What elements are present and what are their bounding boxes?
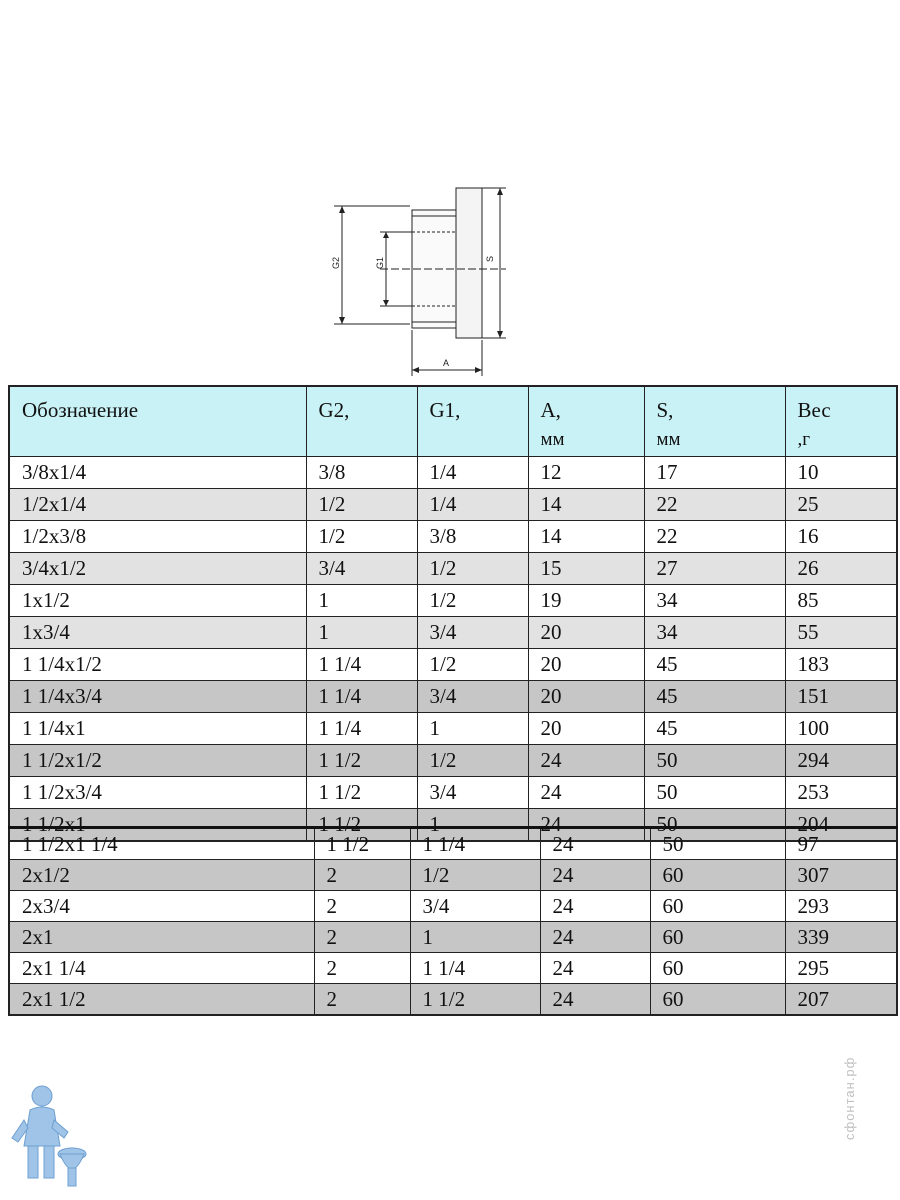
table-cell: 60: [650, 860, 785, 891]
table-cell: 45: [644, 681, 785, 713]
table-cell: 50: [644, 809, 785, 842]
table-cell: 24: [540, 922, 650, 953]
table-cell: 26: [785, 553, 897, 585]
table-cell: 1 1/4х1: [9, 713, 306, 745]
table-cell: 20: [528, 713, 644, 745]
table-cell: 16: [785, 521, 897, 553]
table-cell: 1: [417, 809, 528, 842]
table-cell: 1: [410, 922, 540, 953]
table-row: [9, 953, 897, 984]
table-cell: 55: [785, 617, 897, 649]
table-row: [9, 617, 897, 649]
table-cell: 22: [644, 521, 785, 553]
table-cell: 1/2: [417, 553, 528, 585]
table-cell: 12: [528, 457, 644, 489]
table-cell: 204: [785, 809, 897, 842]
s-dim-label: S: [485, 255, 495, 262]
table-cell: 20: [528, 617, 644, 649]
table-cell: 25: [785, 489, 897, 521]
table-cell: 3/4: [417, 617, 528, 649]
table-cell: 100: [785, 713, 897, 745]
table-cell: 1 1/4х3/4: [9, 681, 306, 713]
g1-dim-label: G1: [375, 256, 385, 269]
table-cell: 60: [650, 891, 785, 922]
table-cell: 20: [528, 649, 644, 681]
table-cell: 50: [644, 745, 785, 777]
table-cell: 1: [306, 585, 417, 617]
table-cell: 1/2: [417, 585, 528, 617]
table-cell: 253: [785, 777, 897, 809]
table-cell: 2: [314, 891, 410, 922]
table-row: [9, 828, 897, 860]
table-cell: 1/2: [306, 521, 417, 553]
header-cell: Вес ,г: [785, 386, 897, 457]
table-cell: 1 1/4: [410, 953, 540, 984]
table-cell: 1х1/2: [9, 585, 306, 617]
table-cell: 1/2х1/4: [9, 489, 306, 521]
table-cell: 1/2: [410, 860, 540, 891]
table-cell: 50: [644, 777, 785, 809]
table-row: [9, 649, 897, 681]
table-cell: 1 1/4: [306, 713, 417, 745]
table-row: [9, 585, 897, 617]
table-cell: 3/4: [306, 553, 417, 585]
dimensions-table: [8, 385, 898, 842]
table-cell: 2: [314, 922, 410, 953]
table-cell: 1/2: [417, 745, 528, 777]
table-cell: 1 1/4: [410, 828, 540, 860]
table-row: [9, 922, 897, 953]
table-cell: 2х1 1/4: [9, 953, 314, 984]
table-cell: 1/2: [306, 489, 417, 521]
table-cell: 3/4: [417, 681, 528, 713]
table-cell: 24: [528, 809, 644, 842]
table-cell: 24: [528, 777, 644, 809]
table-row: [9, 521, 897, 553]
table-cell: 27: [644, 553, 785, 585]
table-cell: 34: [644, 617, 785, 649]
table-cell: 24: [528, 745, 644, 777]
table-cell: 1 1/2: [314, 828, 410, 860]
table-cell: 307: [785, 860, 897, 891]
table-row: [9, 457, 897, 489]
table-cell: 295: [785, 953, 897, 984]
table-cell: 1 1/2х1: [9, 809, 306, 842]
table-cell: 293: [785, 891, 897, 922]
table-cell: 24: [540, 891, 650, 922]
fitting-drawing: [320, 180, 520, 380]
table-cell: 2: [314, 860, 410, 891]
table-cell: 1/4: [417, 489, 528, 521]
header-cell: A, мм: [528, 386, 644, 457]
table-cell: 2х1: [9, 922, 314, 953]
header-cell: Обозначение: [9, 386, 306, 457]
table-cell: 17: [644, 457, 785, 489]
a-dim-label: A: [443, 358, 450, 368]
table-cell: 15: [528, 553, 644, 585]
table-cell: 3/8: [306, 457, 417, 489]
table-cell: 1: [417, 713, 528, 745]
table-row: [9, 745, 897, 777]
table-cell: 1 1/4: [306, 681, 417, 713]
table-row: [9, 860, 897, 891]
table-row: [9, 553, 897, 585]
table-cell: 3/8х1/4: [9, 457, 306, 489]
table-cell: 1 1/2х1/2: [9, 745, 306, 777]
table-cell: 1х3/4: [9, 617, 306, 649]
table-cell: 2: [314, 984, 410, 1016]
table-cell: 1 1/2: [306, 745, 417, 777]
table-cell: 10: [785, 457, 897, 489]
table-cell: 60: [650, 984, 785, 1016]
header-cell: S, мм: [644, 386, 785, 457]
table-cell: 50: [650, 828, 785, 860]
table-cell: 97: [785, 828, 897, 860]
site-watermark: сфонтан.рф: [842, 1056, 857, 1140]
table-cell: 45: [644, 649, 785, 681]
table-cell: 19: [528, 585, 644, 617]
table-row: [9, 681, 897, 713]
table-cell: 24: [540, 984, 650, 1016]
table-cell: 2х1/2: [9, 860, 314, 891]
table-row: [9, 984, 897, 1016]
table-cell: 22: [644, 489, 785, 521]
table-cell: 3/4: [417, 777, 528, 809]
table-cell: 339: [785, 922, 897, 953]
table-cell: 14: [528, 521, 644, 553]
table-row: [9, 489, 897, 521]
table-cell: 183: [785, 649, 897, 681]
table-cell: 207: [785, 984, 897, 1016]
table-cell: 2: [314, 953, 410, 984]
table-cell: 1 1/2: [306, 809, 417, 842]
dimensions-table-continued: [8, 826, 898, 1016]
table-cell: 3/4х1/2: [9, 553, 306, 585]
table-cell: 1 1/2: [410, 984, 540, 1016]
table-row: [9, 777, 897, 809]
header-cell: G2,: [306, 386, 417, 457]
table-cell: 1 1/4х1/2: [9, 649, 306, 681]
table-cell: 24: [540, 860, 650, 891]
header-cell: G1,: [417, 386, 528, 457]
table-cell: 151: [785, 681, 897, 713]
table-cell: 1 1/2х3/4: [9, 777, 306, 809]
table-cell: 1/4: [417, 457, 528, 489]
table-cell: 24: [540, 953, 650, 984]
table-cell: 14: [528, 489, 644, 521]
g2-dim-label: G2: [331, 256, 341, 269]
table-cell: 1 1/2х1 1/4: [9, 828, 314, 860]
table-cell: 1/2х3/8: [9, 521, 306, 553]
table-cell: 85: [785, 585, 897, 617]
table-cell: 45: [644, 713, 785, 745]
table-cell: 60: [650, 953, 785, 984]
table-cell: 1 1/4: [306, 649, 417, 681]
table-cell: 1/2: [417, 649, 528, 681]
table-row: [9, 713, 897, 745]
table-cell: 2х3/4: [9, 891, 314, 922]
table-cell: 2х1 1/2: [9, 984, 314, 1016]
table-cell: 24: [540, 828, 650, 860]
table-cell: 1 1/2: [306, 777, 417, 809]
table-cell: 3/4: [410, 891, 540, 922]
table-cell: 34: [644, 585, 785, 617]
table-cell: 60: [650, 922, 785, 953]
header-row: [9, 386, 897, 457]
bushing-diagram: [320, 180, 520, 380]
plumber-mascot-icon: [6, 1080, 96, 1192]
table-cell: 1: [306, 617, 417, 649]
table-cell: 294: [785, 745, 897, 777]
table-row: [9, 891, 897, 922]
table-cell: 20: [528, 681, 644, 713]
table-cell: 3/8: [417, 521, 528, 553]
